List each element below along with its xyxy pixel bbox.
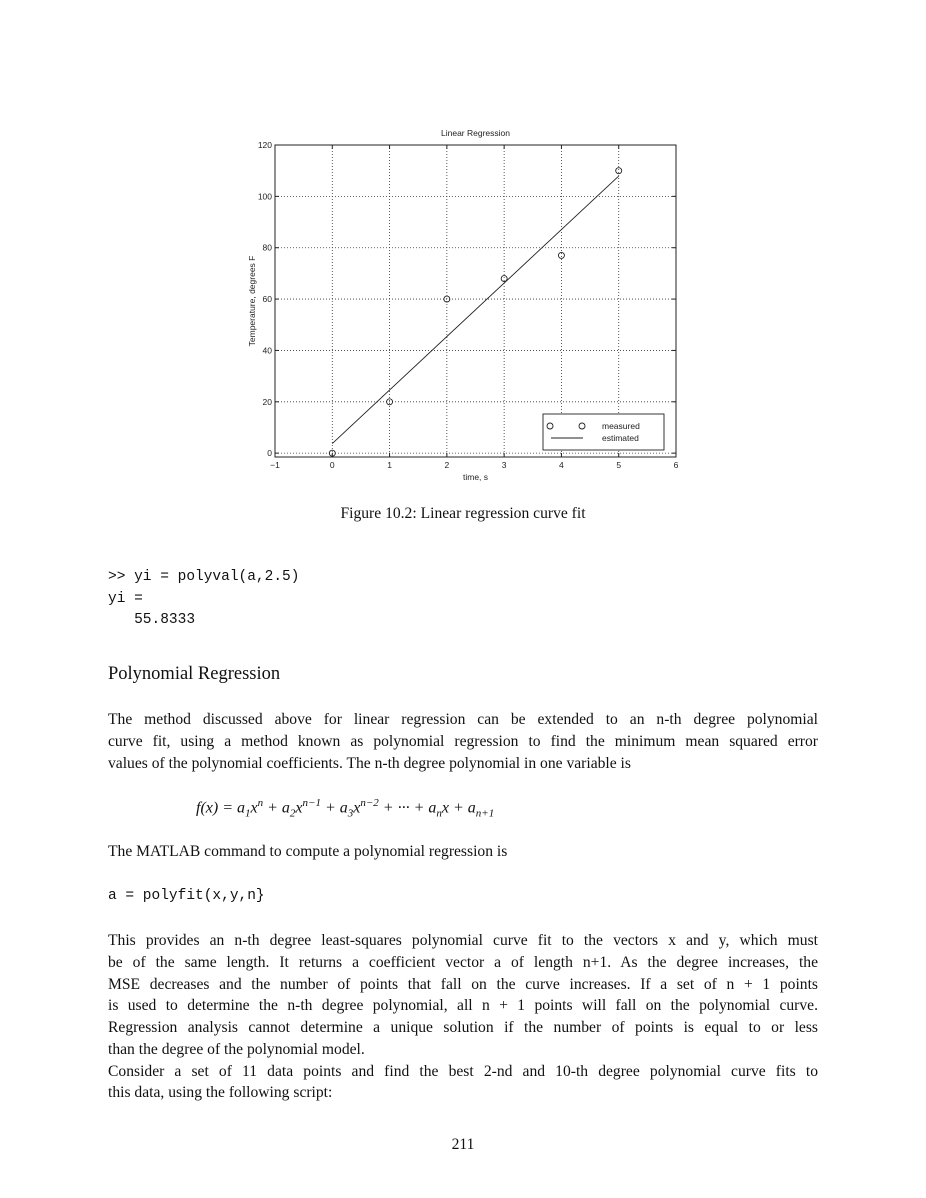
- section-heading: Polynomial Regression: [108, 664, 281, 684]
- x-tick-label: 4: [559, 460, 564, 470]
- code-line: 55.8333: [108, 612, 196, 628]
- y-tick-label: 0: [267, 448, 272, 459]
- equation-token: n: [436, 807, 442, 820]
- y-tick-label: 60: [262, 294, 272, 305]
- equation-token: n: [257, 797, 264, 809]
- x-tick-label: 5: [616, 460, 622, 470]
- x-tick-label: 6: [673, 460, 679, 470]
- y-tick-label: 120: [257, 140, 272, 150]
- y-axis-label: Temperature, degrees F: [247, 255, 257, 347]
- equation-token: n−2: [360, 797, 379, 809]
- linear-regression-chart: [0, 0, 926, 500]
- paragraph-line: curve fit, using a method known as polynomial regression to find the minimum mean squared error: [108, 733, 818, 750]
- equation-token: n+1: [475, 807, 495, 820]
- x-tick-label: 0: [329, 460, 335, 470]
- paragraph-line: be of the same length. It returns a coefficient vector a of length n+1. As the degree increases, the: [108, 954, 818, 971]
- legend-box: [543, 414, 664, 450]
- paragraph-line: values of the polynomial coefficients. The n-th degree polynomial in one variable is: [108, 755, 631, 772]
- equation-token: x: [295, 799, 303, 817]
- x-axis-label: time, s: [462, 472, 489, 482]
- equation-token: + a: [263, 799, 290, 817]
- equation-token: n−1: [302, 797, 321, 809]
- equation-token: 2: [289, 807, 296, 820]
- equation-token: x + a: [441, 799, 476, 817]
- legend-label-measured: measured: [602, 421, 640, 431]
- page-number: 211: [451, 1136, 475, 1153]
- paragraph-line: is used to determine the n-th degree polynomial, all n + 1 points will fall on the polynomial curve.: [108, 997, 818, 1014]
- y-tick-label: 100: [257, 191, 272, 202]
- paragraph-line: MSE decreases and the number of points that fall on the curve increases. If a set of n + 1 points: [108, 976, 818, 993]
- polynomial-equation: [196, 797, 494, 820]
- equation-token: 1: [245, 807, 251, 820]
- code-line: >> yi = polyval(a,2.5): [108, 569, 300, 585]
- x-tick-label: 1: [387, 460, 392, 470]
- equation-token: 3: [347, 807, 354, 820]
- y-tick-label: 80: [262, 242, 272, 253]
- paragraph-line: Regression analysis cannot determine a unique solution if the number of points is equal to or less: [108, 1019, 818, 1036]
- paragraph-line: This provides an n-th degree least-squares polynomial curve fit to the vectors x and y, which must: [108, 932, 818, 949]
- code-line: yi =: [108, 591, 143, 607]
- equation-token: x: [250, 799, 258, 817]
- plot-area: [275, 145, 676, 457]
- x-tick-label: 3: [501, 460, 507, 470]
- equation-token: + ··· + a: [378, 799, 437, 817]
- paragraph-line: than the degree of the polynomial model.: [108, 1041, 365, 1058]
- code-line: a = polyfit(x,y,n}: [108, 888, 265, 904]
- paragraph-line: Consider a set of 11 data points and find the best 2-nd and 10-th degree polynomial curve fits to: [108, 1063, 818, 1080]
- paragraph-line: The MATLAB command to compute a polynomial regression is: [108, 843, 508, 860]
- equation-token: x: [353, 799, 361, 817]
- x-tick-label: −1: [270, 460, 280, 470]
- equation-token: + a: [320, 799, 348, 817]
- x-tick-label: 2: [444, 460, 450, 470]
- legend-label-estimated: estimated: [602, 433, 639, 443]
- paragraph-line: The method discussed above for linear regression can be extended to an n-th degree polynomial: [108, 711, 818, 728]
- paragraph-line: this data, using the following script:: [108, 1084, 333, 1101]
- figure-caption: Figure 10.2: Linear regression curve fit: [340, 505, 586, 522]
- y-tick-label: 20: [262, 396, 272, 407]
- y-tick-label: 40: [262, 345, 272, 356]
- equation-token: f(x) = a: [196, 799, 245, 817]
- chart-title: Linear Regression: [441, 128, 510, 138]
